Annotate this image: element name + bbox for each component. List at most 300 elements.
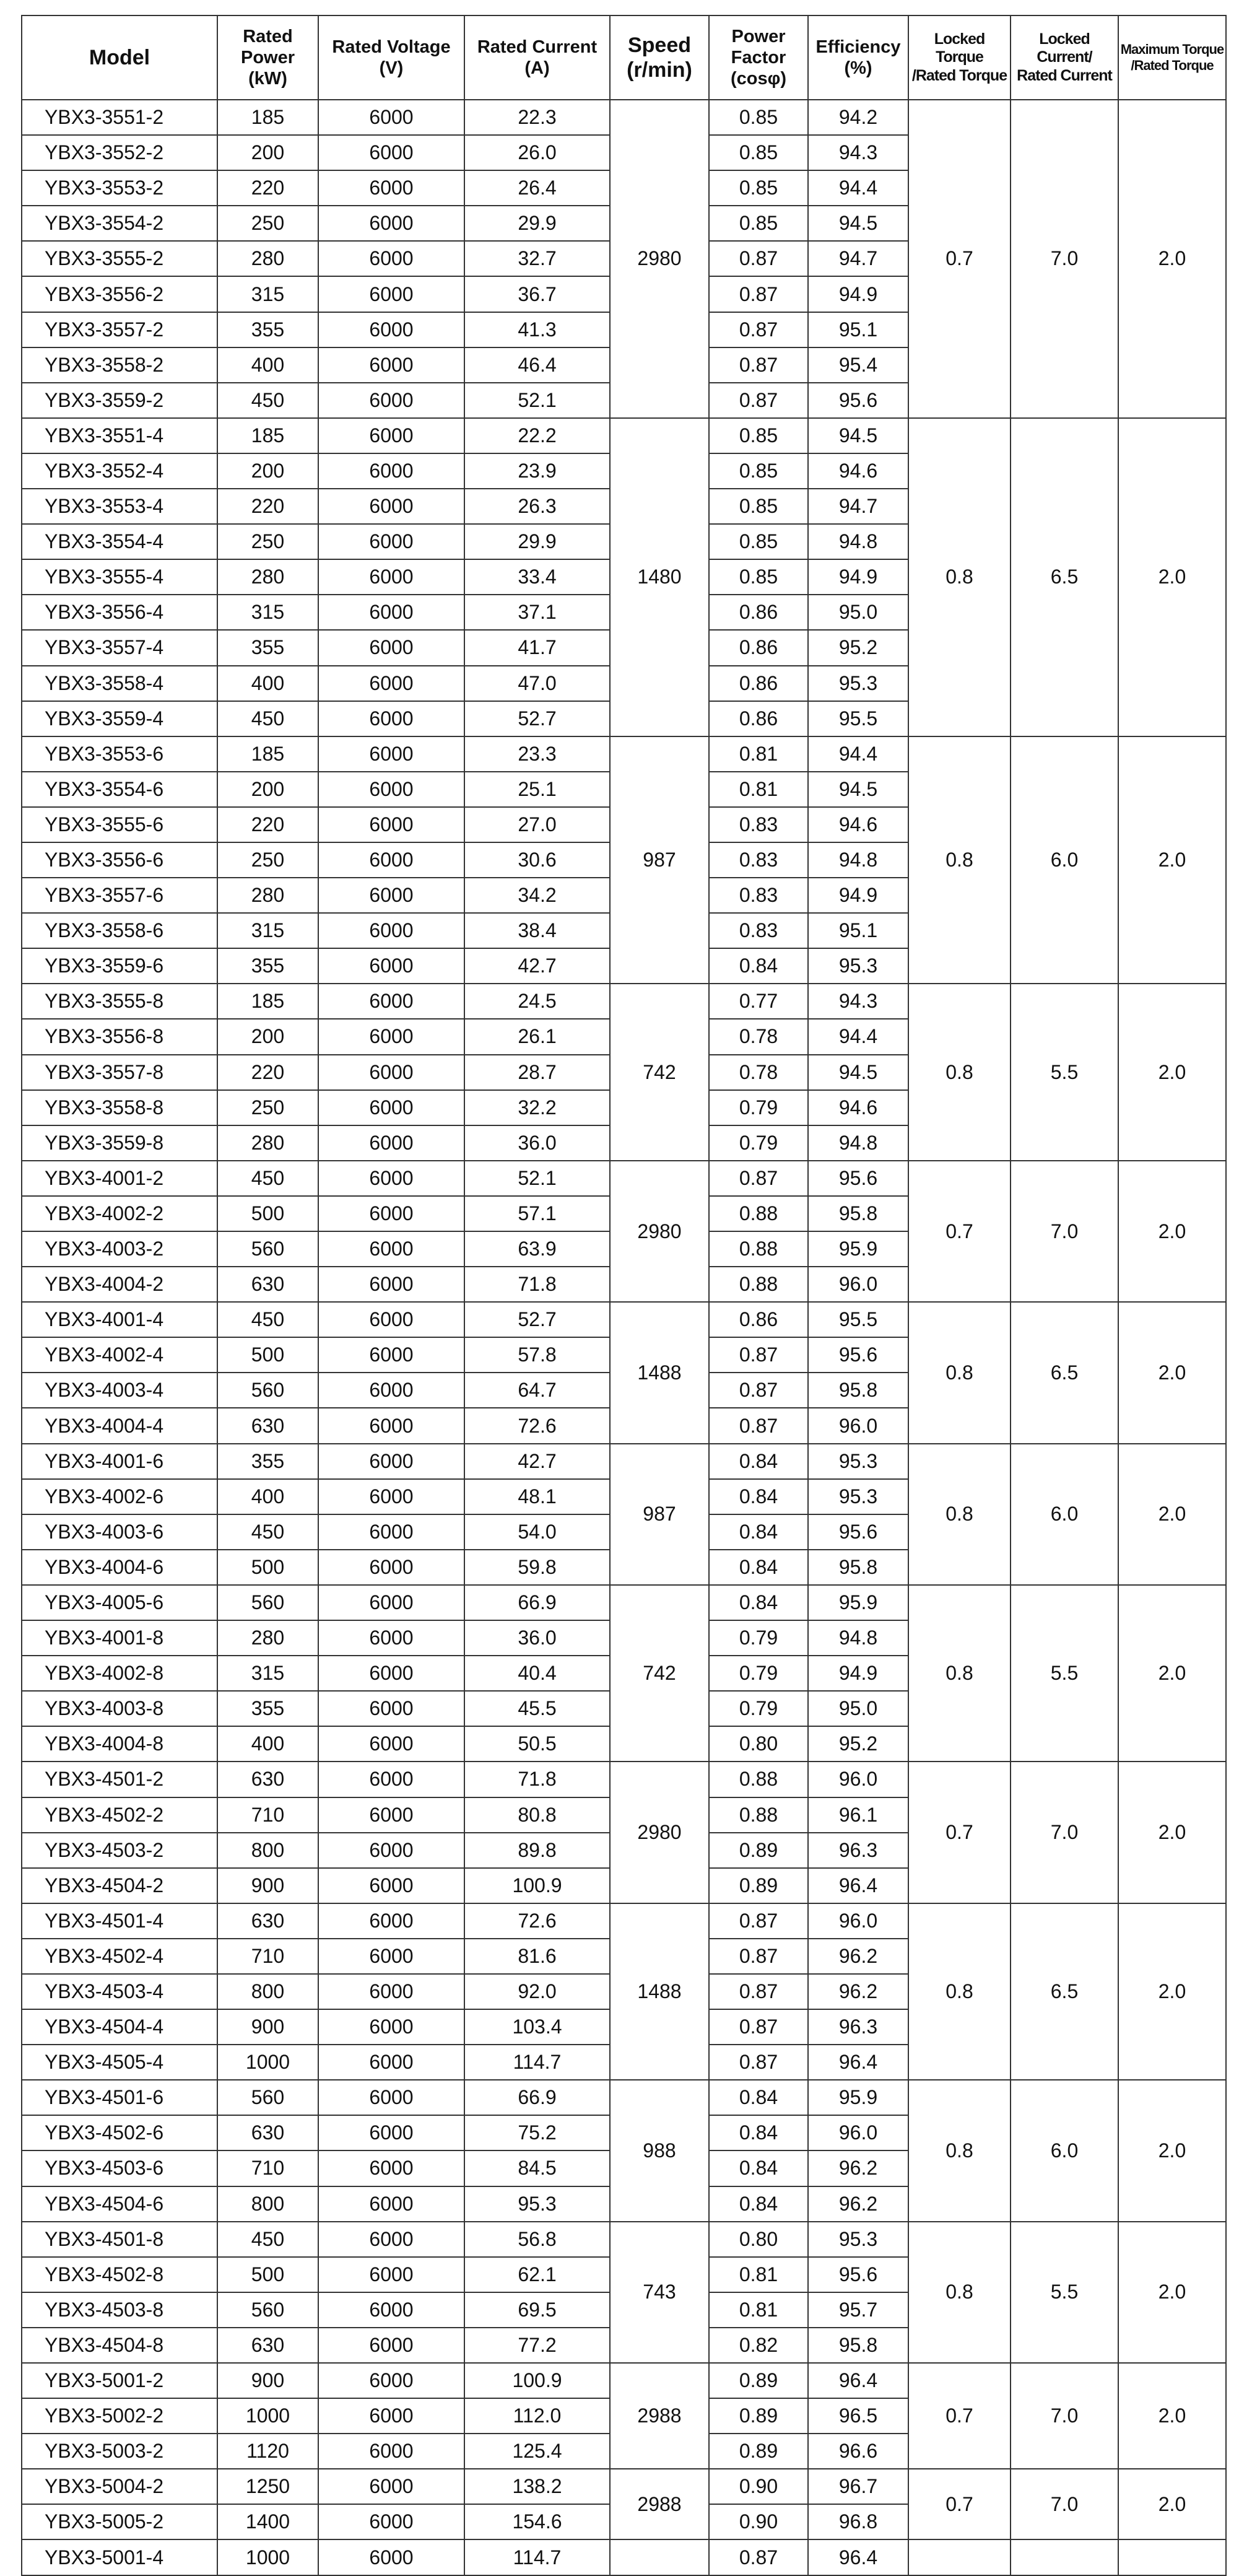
model-cell: YBX3-3558-6 — [22, 913, 217, 948]
rated-voltage-cell: 6000 — [318, 2045, 464, 2080]
header-max-torque: Maximum Torque /Rated Torque — [1118, 15, 1226, 100]
rated-power-cell: 315 — [217, 913, 318, 948]
efficiency-cell: 95.3 — [808, 1479, 908, 1514]
table-row — [22, 100, 1226, 135]
model-cell: YBX3-4003-2 — [22, 1231, 217, 1267]
power-factor-cell: 0.84 — [709, 1514, 808, 1550]
power-factor-cell: 0.85 — [709, 453, 808, 489]
speed-cell: 988 — [610, 2080, 709, 2221]
rated-power-cell: 200 — [217, 1019, 318, 1054]
model-cell: YBX3-4001-2 — [22, 1161, 217, 1196]
model-cell: YBX3-4001-4 — [22, 1302, 217, 1337]
efficiency-cell: 94.7 — [808, 489, 908, 524]
efficiency-cell: 95.1 — [808, 913, 908, 948]
efficiency-cell: 94.8 — [808, 1125, 908, 1161]
rated-voltage-cell: 6000 — [318, 1444, 464, 1479]
locked-torque-cell: 0.8 — [908, 2222, 1011, 2363]
rated-power-cell: 1000 — [217, 2398, 318, 2434]
model-cell: YBX3-3559-8 — [22, 1125, 217, 1161]
rated-current-cell: 42.7 — [464, 948, 610, 984]
rated-current-cell: 30.6 — [464, 842, 610, 878]
power-factor-cell: 0.87 — [709, 1939, 808, 1974]
rated-power-cell: 185 — [217, 100, 318, 135]
rated-voltage-cell: 6000 — [318, 1090, 464, 1125]
model-cell: YBX3-3556-2 — [22, 276, 217, 312]
rated-power-cell: 1000 — [217, 2045, 318, 2080]
efficiency-cell: 96.0 — [808, 1762, 908, 1797]
efficiency-cell: 96.7 — [808, 2469, 908, 2504]
locked-current-cell: 6.0 — [1011, 736, 1118, 984]
rated-current-cell: 40.4 — [464, 1656, 610, 1691]
efficiency-cell: 94.3 — [808, 984, 908, 1019]
model-cell: YBX3-3556-6 — [22, 842, 217, 878]
power-factor-cell: 0.84 — [709, 1585, 808, 1620]
rated-voltage-cell: 6000 — [318, 1974, 464, 2009]
rated-current-cell: 28.7 — [464, 1055, 610, 1090]
rated-current-cell: 59.8 — [464, 1550, 610, 1585]
efficiency-cell: 96.5 — [808, 2398, 908, 2434]
model-cell: YBX3-3557-8 — [22, 1055, 217, 1090]
rated-current-cell: 64.7 — [464, 1373, 610, 1408]
rated-power-cell: 400 — [217, 1726, 318, 1762]
power-factor-cell: 0.87 — [709, 2009, 808, 2045]
rated-power-cell: 1400 — [217, 2504, 318, 2539]
efficiency-cell: 95.5 — [808, 701, 908, 736]
speed-cell: 743 — [610, 2222, 709, 2363]
power-factor-cell: 0.86 — [709, 1302, 808, 1337]
locked-torque-cell: 0.8 — [908, 984, 1011, 1160]
power-factor-cell: 0.80 — [709, 1726, 808, 1762]
rated-power-cell: 560 — [217, 1231, 318, 1267]
table-row — [22, 736, 1226, 772]
model-cell: YBX3-3553-2 — [22, 170, 217, 206]
power-factor-cell: 0.84 — [709, 1479, 808, 1514]
power-factor-cell: 0.87 — [709, 1974, 808, 2009]
efficiency-cell: 96.8 — [808, 2504, 908, 2539]
power-factor-cell: 0.87 — [709, 2539, 808, 2575]
rated-voltage-cell: 6000 — [318, 312, 464, 347]
model-cell: YBX3-5001-4 — [22, 2539, 217, 2575]
rated-current-cell: 26.0 — [464, 135, 610, 170]
rated-power-cell: 355 — [217, 630, 318, 665]
rated-current-cell: 52.1 — [464, 1161, 610, 1196]
rated-power-cell: 500 — [217, 1337, 318, 1373]
max-torque-cell: 2.0 — [1118, 1444, 1226, 1585]
efficiency-cell: 95.0 — [808, 1691, 908, 1726]
power-factor-cell: 0.87 — [709, 1337, 808, 1373]
model-cell: YBX3-4504-2 — [22, 1868, 217, 1903]
rated-current-cell: 36.7 — [464, 276, 610, 312]
rated-power-cell: 900 — [217, 2363, 318, 2398]
power-factor-cell: 0.90 — [709, 2504, 808, 2539]
rated-power-cell: 800 — [217, 1833, 318, 1868]
rated-current-cell: 62.1 — [464, 2257, 610, 2292]
power-factor-cell: 0.79 — [709, 1656, 808, 1691]
model-cell: YBX3-4504-6 — [22, 2186, 217, 2222]
rated-current-cell: 71.8 — [464, 1762, 610, 1797]
rated-voltage-cell: 6000 — [318, 2539, 464, 2575]
power-factor-cell: 0.88 — [709, 1231, 808, 1267]
efficiency-cell: 95.3 — [808, 666, 908, 701]
rated-current-cell: 50.5 — [464, 1726, 610, 1762]
rated-current-cell: 34.2 — [464, 878, 610, 913]
rated-power-cell: 560 — [217, 1585, 318, 1620]
locked-torque-cell: 0.8 — [908, 1302, 1011, 1443]
rated-current-cell: 125.4 — [464, 2434, 610, 2469]
rated-power-cell: 450 — [217, 701, 318, 736]
power-factor-cell: 0.82 — [709, 2328, 808, 2363]
rated-voltage-cell: 6000 — [318, 913, 464, 948]
model-cell: YBX3-4004-4 — [22, 1408, 217, 1443]
rated-current-cell: 37.1 — [464, 595, 610, 630]
power-factor-cell: 0.84 — [709, 1550, 808, 1585]
motor-spec-table — [21, 15, 1227, 2576]
rated-current-cell: 92.0 — [464, 1974, 610, 2009]
power-factor-cell: 0.85 — [709, 206, 808, 241]
power-factor-cell: 0.81 — [709, 736, 808, 772]
rated-voltage-cell: 6000 — [318, 524, 464, 559]
table-row — [22, 2539, 1226, 2575]
rated-power-cell: 630 — [217, 2328, 318, 2363]
rated-voltage-cell: 6000 — [318, 1691, 464, 1726]
model-cell: YBX3-5001-2 — [22, 2363, 217, 2398]
rated-current-cell: 41.3 — [464, 312, 610, 347]
efficiency-cell: 95.8 — [808, 1373, 908, 1408]
power-factor-cell: 0.89 — [709, 1868, 808, 1903]
rated-power-cell: 500 — [217, 2257, 318, 2292]
rated-current-cell: 81.6 — [464, 1939, 610, 1974]
efficiency-cell: 95.6 — [808, 1514, 908, 1550]
model-cell: YBX3-3555-2 — [22, 241, 217, 276]
efficiency-cell: 94.4 — [808, 1019, 908, 1054]
efficiency-cell: 94.8 — [808, 1620, 908, 1656]
table-row — [22, 418, 1226, 453]
power-factor-cell: 0.84 — [709, 2186, 808, 2222]
model-cell: YBX3-4502-4 — [22, 1939, 217, 1974]
rated-voltage-cell: 6000 — [318, 1726, 464, 1762]
rated-current-cell: 100.9 — [464, 1868, 610, 1903]
rated-voltage-cell: 6000 — [318, 1797, 464, 1833]
rated-power-cell: 560 — [217, 2080, 318, 2115]
model-cell: YBX3-4003-8 — [22, 1691, 217, 1726]
rated-power-cell: 280 — [217, 1620, 318, 1656]
locked-torque-cell: 0.7 — [908, 1762, 1011, 1903]
locked-torque-cell: 0.8 — [908, 1903, 1011, 2080]
rated-power-cell: 1120 — [217, 2434, 318, 2469]
rated-current-cell: 52.7 — [464, 701, 610, 736]
efficiency-cell: 94.9 — [808, 1656, 908, 1691]
rated-power-cell: 560 — [217, 2292, 318, 2328]
rated-voltage-cell: 6000 — [318, 100, 464, 135]
model-cell: YBX3-5002-2 — [22, 2398, 217, 2434]
max-torque-cell: 2.0 — [1118, 1585, 1226, 1762]
power-factor-cell: 0.85 — [709, 170, 808, 206]
rated-current-cell: 72.6 — [464, 1903, 610, 1939]
model-cell: YBX3-4503-4 — [22, 1974, 217, 2009]
rated-voltage-cell: 6000 — [318, 1373, 464, 1408]
efficiency-cell: 96.1 — [808, 1797, 908, 1833]
rated-voltage-cell: 6000 — [318, 1408, 464, 1443]
power-factor-cell: 0.84 — [709, 1444, 808, 1479]
table-row — [22, 1444, 1226, 1479]
rated-voltage-cell: 6000 — [318, 2257, 464, 2292]
rated-voltage-cell: 6000 — [318, 2292, 464, 2328]
power-factor-cell: 0.81 — [709, 2257, 808, 2292]
max-torque-cell: 2.0 — [1118, 736, 1226, 984]
max-torque-cell: 2.0 — [1118, 1903, 1226, 2080]
efficiency-cell: 94.5 — [808, 772, 908, 807]
efficiency-cell: 94.7 — [808, 241, 908, 276]
rated-current-cell: 57.1 — [464, 1196, 610, 1231]
power-factor-cell: 0.90 — [709, 2469, 808, 2504]
power-factor-cell: 0.87 — [709, 1161, 808, 1196]
efficiency-cell: 94.4 — [808, 170, 908, 206]
rated-power-cell: 630 — [217, 1762, 318, 1797]
efficiency-cell: 95.4 — [808, 347, 908, 383]
table-row — [22, 2222, 1226, 2257]
rated-current-cell: 52.7 — [464, 1302, 610, 1337]
efficiency-cell: 96.0 — [808, 2115, 908, 2150]
power-factor-cell: 0.87 — [709, 347, 808, 383]
rated-voltage-cell: 6000 — [318, 1833, 464, 1868]
model-cell: YBX3-3554-4 — [22, 524, 217, 559]
rated-current-cell: 38.4 — [464, 913, 610, 948]
header-row — [22, 15, 1226, 100]
power-factor-cell: 0.87 — [709, 2045, 808, 2080]
model-cell: YBX3-3559-4 — [22, 701, 217, 736]
rated-power-cell: 220 — [217, 489, 318, 524]
power-factor-cell: 0.88 — [709, 1797, 808, 1833]
efficiency-cell: 94.5 — [808, 206, 908, 241]
rated-voltage-cell: 6000 — [318, 1514, 464, 1550]
rated-current-cell: 26.3 — [464, 489, 610, 524]
locked-torque-cell: 0.7 — [908, 2363, 1011, 2469]
model-cell: YBX3-4003-4 — [22, 1373, 217, 1408]
rated-power-cell: 315 — [217, 1656, 318, 1691]
rated-voltage-cell: 6000 — [318, 453, 464, 489]
rated-voltage-cell: 6000 — [318, 2009, 464, 2045]
locked-current-cell: 6.5 — [1011, 1903, 1118, 2080]
rated-power-cell: 450 — [217, 1161, 318, 1196]
model-cell: YBX3-4001-8 — [22, 1620, 217, 1656]
speed-cell — [610, 2539, 709, 2575]
power-factor-cell: 0.83 — [709, 913, 808, 948]
model-cell: YBX3-3558-8 — [22, 1090, 217, 1125]
rated-voltage-cell: 6000 — [318, 1620, 464, 1656]
power-factor-cell: 0.84 — [709, 2115, 808, 2150]
locked-torque-cell: 0.8 — [908, 418, 1011, 736]
locked-torque-cell: 0.7 — [908, 100, 1011, 418]
rated-current-cell: 36.0 — [464, 1125, 610, 1161]
rated-power-cell: 355 — [217, 1691, 318, 1726]
efficiency-cell: 94.6 — [808, 1090, 908, 1125]
power-factor-cell: 0.89 — [709, 2434, 808, 2469]
table-row — [22, 1585, 1226, 1620]
power-factor-cell: 0.87 — [709, 383, 808, 418]
rated-voltage-cell: 6000 — [318, 807, 464, 842]
model-cell: YBX3-4505-4 — [22, 2045, 217, 2080]
max-torque-cell — [1118, 2539, 1226, 2575]
speed-cell: 742 — [610, 984, 709, 1160]
efficiency-cell: 96.2 — [808, 2150, 908, 2186]
efficiency-cell: 95.3 — [808, 2222, 908, 2257]
rated-voltage-cell: 6000 — [318, 666, 464, 701]
efficiency-cell: 96.0 — [808, 1408, 908, 1443]
power-factor-cell: 0.86 — [709, 666, 808, 701]
efficiency-cell: 95.8 — [808, 1196, 908, 1231]
rated-voltage-cell: 6000 — [318, 2222, 464, 2257]
rated-voltage-cell: 6000 — [318, 2150, 464, 2186]
model-cell: YBX3-4502-6 — [22, 2115, 217, 2150]
efficiency-cell: 96.4 — [808, 1868, 908, 1903]
rated-power-cell: 280 — [217, 559, 318, 595]
rated-current-cell: 42.7 — [464, 1444, 610, 1479]
efficiency-cell: 94.5 — [808, 1055, 908, 1090]
rated-voltage-cell: 6000 — [318, 2434, 464, 2469]
rated-power-cell: 400 — [217, 666, 318, 701]
model-cell: YBX3-3552-4 — [22, 453, 217, 489]
speed-cell: 1488 — [610, 1903, 709, 2080]
rated-voltage-cell: 6000 — [318, 559, 464, 595]
rated-voltage-cell: 6000 — [318, 1903, 464, 1939]
rated-current-cell: 114.7 — [464, 2045, 610, 2080]
efficiency-cell: 95.9 — [808, 1585, 908, 1620]
power-factor-cell: 0.89 — [709, 2363, 808, 2398]
efficiency-cell: 94.6 — [808, 807, 908, 842]
efficiency-cell: 95.2 — [808, 1726, 908, 1762]
rated-current-cell: 22.2 — [464, 418, 610, 453]
efficiency-cell: 95.3 — [808, 1444, 908, 1479]
efficiency-cell: 96.6 — [808, 2434, 908, 2469]
power-factor-cell: 0.79 — [709, 1125, 808, 1161]
rated-voltage-cell: 6000 — [318, 701, 464, 736]
power-factor-cell: 0.85 — [709, 524, 808, 559]
rated-voltage-cell: 6000 — [318, 948, 464, 984]
rated-voltage-cell: 6000 — [318, 1939, 464, 1974]
model-cell: YBX3-4002-8 — [22, 1656, 217, 1691]
table-row — [22, 1903, 1226, 1939]
rated-current-cell: 103.4 — [464, 2009, 610, 2045]
locked-torque-cell: 0.8 — [908, 2080, 1011, 2221]
model-cell: YBX3-4004-8 — [22, 1726, 217, 1762]
rated-power-cell: 250 — [217, 524, 318, 559]
rated-power-cell: 450 — [217, 1302, 318, 1337]
rated-voltage-cell: 6000 — [318, 1550, 464, 1585]
rated-current-cell: 45.5 — [464, 1691, 610, 1726]
locked-current-cell: 6.5 — [1011, 1302, 1118, 1443]
header-rated-current: Rated Current (A) — [464, 15, 610, 100]
model-cell: YBX3-5004-2 — [22, 2469, 217, 2504]
header-model: Model — [22, 15, 217, 100]
rated-current-cell: 112.0 — [464, 2398, 610, 2434]
efficiency-cell: 96.3 — [808, 2009, 908, 2045]
rated-current-cell: 41.7 — [464, 630, 610, 665]
rated-voltage-cell: 6000 — [318, 135, 464, 170]
header-power-factor: Power Factor (cosφ) — [709, 15, 808, 100]
rated-power-cell: 185 — [217, 736, 318, 772]
model-cell: YBX3-3555-4 — [22, 559, 217, 595]
efficiency-cell: 94.3 — [808, 135, 908, 170]
rated-voltage-cell: 6000 — [318, 1267, 464, 1302]
model-cell: YBX3-4502-2 — [22, 1797, 217, 1833]
power-factor-cell: 0.87 — [709, 241, 808, 276]
locked-current-cell: 7.0 — [1011, 1762, 1118, 1903]
rated-voltage-cell: 6000 — [318, 276, 464, 312]
rated-power-cell: 630 — [217, 1903, 318, 1939]
rated-voltage-cell: 6000 — [318, 2186, 464, 2222]
rated-current-cell: 23.3 — [464, 736, 610, 772]
model-cell: YBX3-3553-6 — [22, 736, 217, 772]
model-cell: YBX3-3552-2 — [22, 135, 217, 170]
power-factor-cell: 0.84 — [709, 2150, 808, 2186]
rated-power-cell: 710 — [217, 1939, 318, 1974]
rated-voltage-cell: 6000 — [318, 1161, 464, 1196]
power-factor-cell: 0.85 — [709, 100, 808, 135]
model-cell: YBX3-3559-2 — [22, 383, 217, 418]
efficiency-cell: 95.2 — [808, 630, 908, 665]
max-torque-cell: 2.0 — [1118, 1302, 1226, 1443]
speed-cell: 742 — [610, 1585, 709, 1762]
speed-cell: 2980 — [610, 1762, 709, 1903]
model-cell: YBX3-4005-6 — [22, 1585, 217, 1620]
model-cell: YBX3-3556-8 — [22, 1019, 217, 1054]
rated-power-cell: 500 — [217, 1196, 318, 1231]
rated-power-cell: 280 — [217, 878, 318, 913]
rated-power-cell: 200 — [217, 453, 318, 489]
power-factor-cell: 0.87 — [709, 312, 808, 347]
power-factor-cell: 0.83 — [709, 842, 808, 878]
rated-voltage-cell: 6000 — [318, 1762, 464, 1797]
rated-current-cell: 36.0 — [464, 1620, 610, 1656]
rated-power-cell: 355 — [217, 948, 318, 984]
power-factor-cell: 0.87 — [709, 1373, 808, 1408]
locked-current-cell: 7.0 — [1011, 1161, 1118, 1302]
efficiency-cell: 95.6 — [808, 2257, 908, 2292]
power-factor-cell: 0.85 — [709, 559, 808, 595]
max-torque-cell: 2.0 — [1118, 1762, 1226, 1903]
rated-current-cell: 66.9 — [464, 1585, 610, 1620]
model-cell: YBX3-3557-6 — [22, 878, 217, 913]
rated-power-cell: 710 — [217, 1797, 318, 1833]
power-factor-cell: 0.78 — [709, 1055, 808, 1090]
efficiency-cell: 96.4 — [808, 2363, 908, 2398]
rated-power-cell: 560 — [217, 1373, 318, 1408]
power-factor-cell: 0.86 — [709, 595, 808, 630]
header-locked-current: Locked Current/ Rated Current — [1011, 15, 1118, 100]
rated-voltage-cell: 6000 — [318, 630, 464, 665]
rated-power-cell: 450 — [217, 2222, 318, 2257]
locked-current-cell: 6.5 — [1011, 418, 1118, 736]
model-cell: YBX3-4501-4 — [22, 1903, 217, 1939]
locked-torque-cell: 0.7 — [908, 2469, 1011, 2539]
rated-voltage-cell: 6000 — [318, 170, 464, 206]
efficiency-cell: 95.7 — [808, 2292, 908, 2328]
rated-voltage-cell: 6000 — [318, 736, 464, 772]
rated-power-cell: 900 — [217, 2009, 318, 2045]
header-rated-voltage: Rated Voltage (V) — [318, 15, 464, 100]
rated-power-cell: 450 — [217, 1514, 318, 1550]
rated-voltage-cell: 6000 — [318, 1125, 464, 1161]
rated-power-cell: 630 — [217, 1408, 318, 1443]
table-row — [22, 1762, 1226, 1797]
locked-torque-cell — [908, 2539, 1011, 2575]
rated-power-cell: 710 — [217, 2150, 318, 2186]
rated-power-cell: 220 — [217, 807, 318, 842]
rated-current-cell: 52.1 — [464, 383, 610, 418]
speed-cell: 2980 — [610, 1161, 709, 1302]
speed-cell: 2980 — [610, 100, 709, 418]
power-factor-cell: 0.87 — [709, 1903, 808, 1939]
